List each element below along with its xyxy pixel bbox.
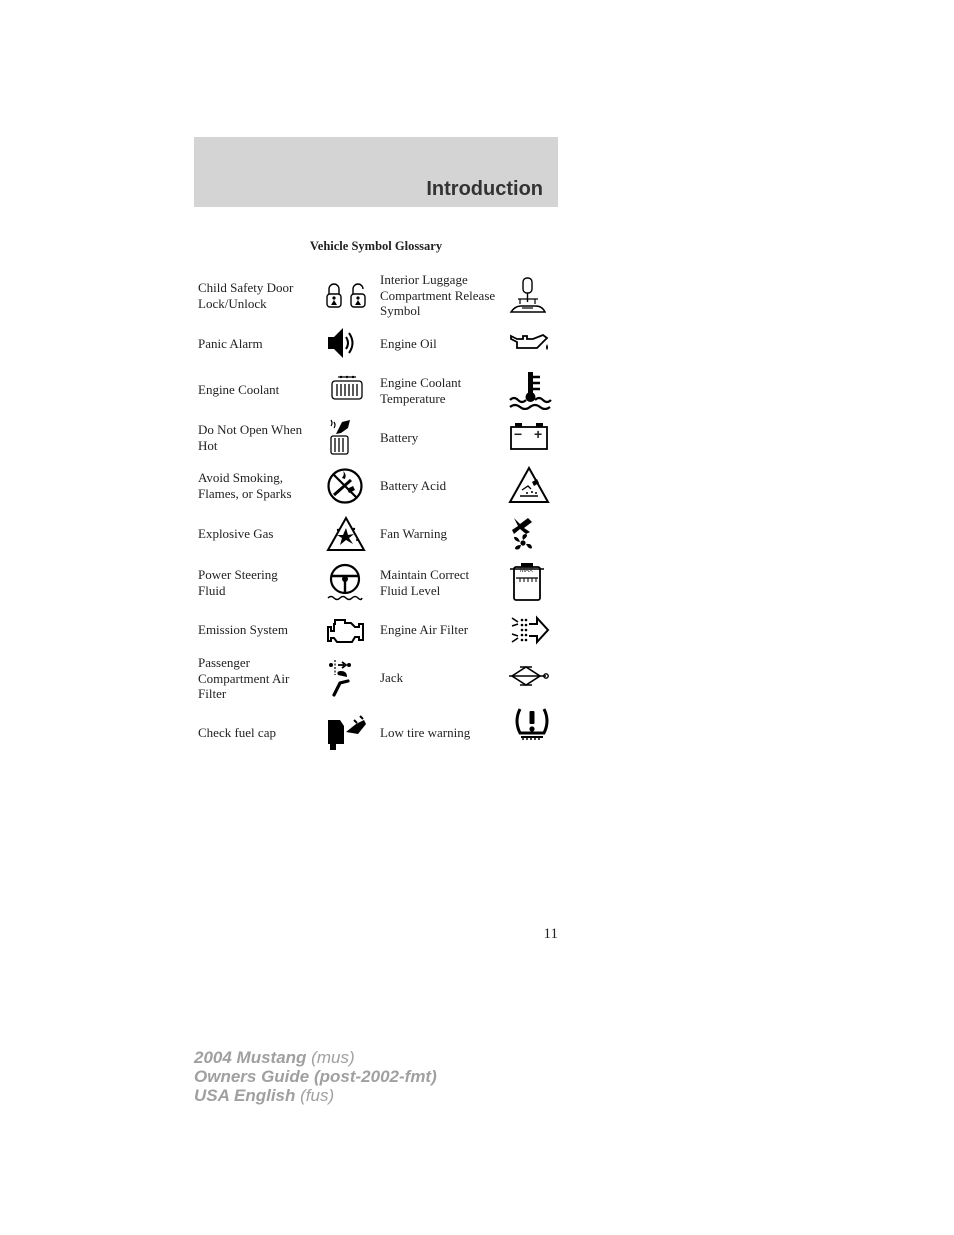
battery-plus-sign: + (534, 426, 543, 442)
no-smoking-icon (326, 467, 364, 505)
coolant-temp-icon (508, 370, 552, 410)
glossary-label-child-lock: Child Safety Door Lock/Unlock (198, 280, 294, 311)
glossary-title: Vehicle Symbol Glossary (309, 239, 443, 253)
glossary-label-fluid-level: Maintain Correct Fluid Level (380, 567, 470, 598)
fan-icon (510, 514, 536, 554)
glossary-label-power-steering: Power Steering Fluid (198, 567, 278, 598)
footer-line-guide (194, 1067, 437, 1086)
footer-line-language (194, 1086, 437, 1105)
glossary-label-air-filter: Engine Air Filter (380, 622, 469, 637)
battery-acid-icon (508, 466, 550, 504)
section-title: Introduction (426, 178, 543, 200)
footer-language: USA English (194, 1086, 296, 1105)
footer-line-model (194, 1048, 437, 1067)
footer-model: 2004 Mustang (194, 1048, 307, 1067)
glossary-label-coolant-temp: Engine Coolant Temperature (380, 375, 462, 406)
footer-model-code: (mus) (306, 1048, 355, 1067)
footer-language-code: (fus) (295, 1086, 335, 1105)
steering-wheel-icon (326, 562, 364, 602)
glossary-label-emission-system: Emission System (198, 622, 288, 637)
fluid-max-label: MAX (520, 568, 534, 574)
battery-icon (510, 423, 548, 450)
engine-icon (325, 614, 367, 646)
child-lock-icon (325, 280, 369, 310)
oil-can-icon (509, 330, 551, 356)
glossary-label-do-not-open-hot: Do Not Open When Hot (198, 422, 303, 453)
tire-pressure-icon (512, 705, 552, 743)
glossary-label-fan-warning: Fan Warning (380, 526, 447, 541)
battery-minus-sign: − (514, 426, 523, 442)
speaker-icon (326, 325, 354, 361)
glossary-label-jack: Jack (380, 670, 404, 685)
document-footer (194, 1048, 437, 1105)
radiator-icon (330, 374, 364, 404)
hot-cap-icon (328, 418, 354, 456)
glossary-label-panic-alarm: Panic Alarm (198, 336, 263, 351)
glossary-label-battery: Battery (380, 430, 419, 445)
glossary-label-trunk-release: Interior Luggage Compartment Release Symbol (380, 272, 496, 318)
cabin-filter-icon (326, 657, 352, 699)
fluid-level-icon (508, 561, 546, 603)
explosion-icon (326, 516, 366, 552)
jack-icon (508, 664, 550, 688)
glossary-label-explosive-gas: Explosive Gas (198, 526, 274, 541)
glossary-label-avoid-smoking: Avoid Smoking, Flames, or Sparks (198, 470, 292, 501)
glossary-label-check-fuel-cap: Check fuel cap (198, 725, 276, 740)
section-header-band (194, 137, 558, 207)
footer-guide: Owners Guide (post-2002-fmt) (194, 1067, 437, 1086)
glossary-label-low-tire: Low tire warning (380, 725, 471, 740)
glossary-label-cabin-air-filter: Passenger Compartment Air Filter (198, 655, 290, 701)
glossary-label-battery-acid: Battery Acid (380, 478, 447, 493)
trunk-release-icon (508, 276, 548, 316)
page-number: 11 (543, 926, 558, 942)
fuel-cap-icon (326, 714, 368, 752)
air-filter-icon (510, 614, 550, 646)
glossary-label-engine-coolant: Engine Coolant (198, 382, 280, 397)
glossary-label-engine-oil: Engine Oil (380, 336, 437, 351)
